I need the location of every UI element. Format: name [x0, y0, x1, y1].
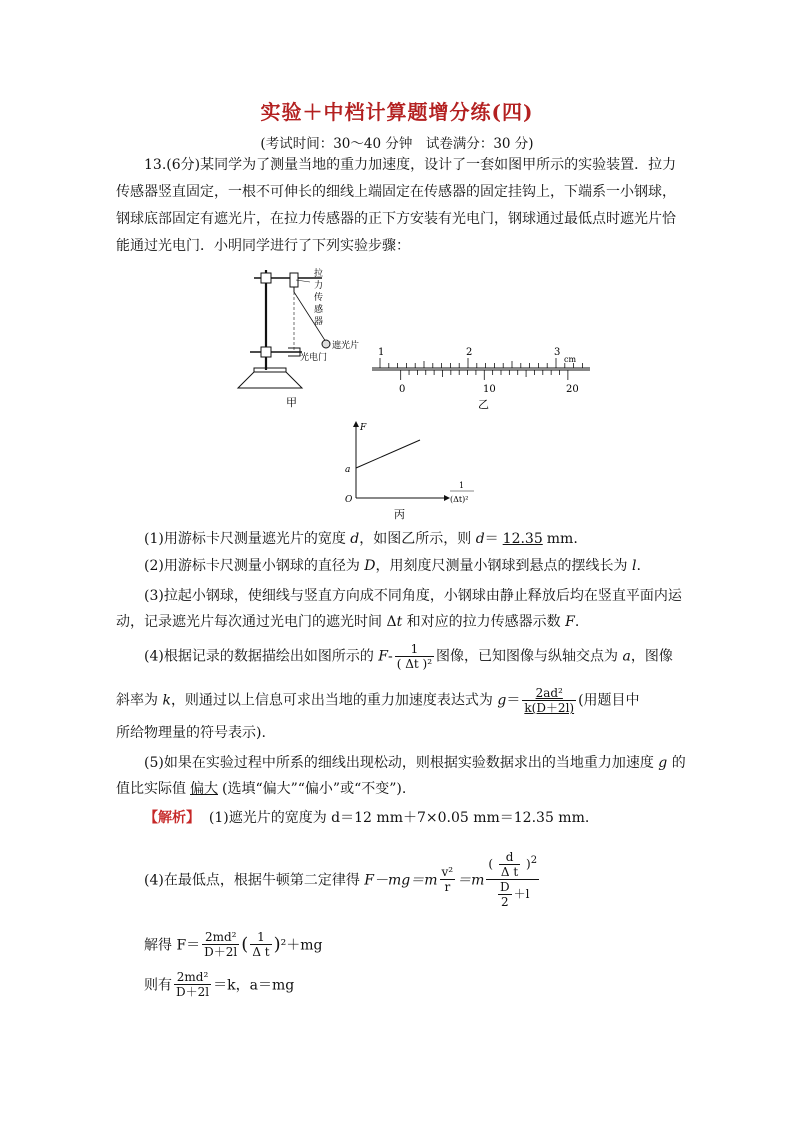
fig-label-char: 力: [314, 281, 324, 291]
stand-base-top: [254, 368, 286, 372]
step-4-line-2: 斜率为 k，则通过以上信息可求出当地的重力加速度表达式为 g＝ $\frac{\text{2ad²}}{k(D+2l)}$ (用题目中: [116, 686, 640, 715]
figure-caption-jia: 甲: [286, 396, 297, 408]
solution-solve: 解得 F＝ $\frac{\text{2md²}}{D+2l}$ ( $\frac{1}{\text{Δ t}}$ )²＋mg: [144, 930, 323, 959]
inverse-dt-squared: $\frac{1}{\text{( Δt )²}}$: [396, 642, 433, 671]
figure-apparatus: [230, 262, 370, 408]
stem-line-3: 钢球底部固定有遮光片，在拉力传感器的正下方安装有光电门，钢球通过最低点时遮光片恰: [116, 211, 676, 227]
main-tick-label: 3: [554, 347, 561, 358]
stand-base: [238, 372, 302, 388]
solution-part-4: (4)在最低点，根据牛顿第二定律得 F－mg＝m $\frac{\text{v²}}{r}$ ＝m ( $\frac{d}{\text{Δ t}}$ )$^2$ $\frac{D}{2}$ ＋l: [144, 850, 538, 909]
step-3-line-1: (3)拉起小钢球，使细线与竖直方向成不同角度，小钢球由静止释放后均在竖直平面内运: [144, 588, 682, 604]
vernier-tick-label: 10: [483, 384, 496, 395]
step-4-line-3: 所给物理量的符号表示).: [116, 725, 266, 741]
graph-line: [356, 440, 420, 468]
figure-caption-bing: 丙: [394, 508, 405, 521]
page-title: 实验＋中档计算题增分练(四): [260, 100, 534, 124]
fig-label-char: 传: [314, 293, 324, 303]
solution-tag: 【解析】: [144, 810, 200, 826]
main-tick-label: 2: [466, 347, 473, 358]
shade-label: 遮光片: [332, 341, 360, 351]
step-2: (2)用游标卡尺测量小钢球的直径为 D，用刻度尺测量小钢球到悬点的摆线长为 l.: [144, 558, 641, 574]
stem-line-1: 13.(6分)某同学为了测量当地的重力加速度，设计了一套如图甲所示的实验装置．拉力: [144, 157, 677, 173]
solution-part-1: 【解析】 (1)遮光片的宽度为 d＝12 mm＋7×0.05 mm＝12.35 mm.: [144, 810, 590, 826]
fig-label-char: 器: [314, 317, 324, 327]
stem-line-4: 能通过光电门．小明同学进行了下列实验步骤：: [116, 238, 410, 254]
lower-clamp: [261, 347, 271, 357]
coefficient-fraction: $\frac{\text{2md²}}{D+2l}$: [204, 930, 238, 959]
step-1: (1)用游标卡尺测量遮光片的宽度 d，如图乙所示，则 d＝ 12.35 mm.: [144, 531, 578, 547]
figure-caption-yi: 乙: [478, 398, 489, 410]
vernier-tick-label: 20: [566, 384, 579, 395]
step-4-line-1: (4)根据记录的数据描绘出如图所示的 F- $\frac{1}{\text{( Δt )²}}$ 图像，已知图像与纵轴交点为 a，图像: [144, 642, 673, 671]
step-5-line-1: (5)如果在实验过程中所系的细线出现松动，则根据实验数据求出的当地重力加速度 g 的: [144, 755, 686, 771]
inverse-dt: $\frac{1}{\text{Δ t}}$: [252, 930, 270, 959]
x-label-denominator: (Δt)²: [450, 495, 469, 504]
answer-bias: 偏大: [190, 781, 218, 797]
steel-ball: [322, 340, 330, 348]
origin-label: O: [345, 495, 353, 505]
exam-info: (考试时间：30～40 分钟 试卷满分：30 分): [260, 136, 534, 152]
answer-g-formula: $\frac{\text{2ad²}}{k(D+2l)}$: [524, 686, 575, 715]
main-tick-label: 1: [378, 347, 385, 358]
question-stem: [116, 152, 678, 260]
fig-label-char: 感: [314, 305, 324, 315]
step-5-line-2: 值比实际值 偏大 (选填“偏大”“偏小”或“不变”).: [116, 781, 407, 797]
stem-line-2: 传感器竖直固定，一根不可伸长的细线上端固定在传感器的固定挂钩上，下端系一小钢球，: [116, 184, 676, 200]
vernier-tick-label: 0: [399, 384, 406, 395]
velocity-squared-over-radius: ( $\frac{d}{\text{Δ t}}$ )$^2$ $\frac{D}{2}$ ＋l: [488, 850, 538, 909]
upper-clamp: [261, 273, 271, 283]
intercept-label: a: [345, 465, 351, 475]
step-3-line-2: 动，记录遮光片每次通过光电门的遮光时间 Δt 和对应的拉力传感器示数 F.: [116, 614, 580, 630]
figure-vernier: [366, 340, 596, 410]
slope-fraction: $\frac{\text{2md²}}{D+2l}$: [176, 970, 210, 999]
answer-width: 12.35: [502, 531, 543, 547]
fig-label-char: 拉: [314, 269, 324, 279]
main-unit: cm: [564, 355, 577, 364]
figure-graph: [334, 418, 484, 524]
v2-over-r: $\frac{\text{v²}}{r}$: [441, 865, 454, 894]
y-axis-arrow: [353, 421, 359, 427]
solution-conclusion: 则有 $\frac{\text{2md²}}{D+2l}$ ＝k，a＝mg: [144, 970, 295, 999]
photogate-label: 光电门: [300, 353, 328, 363]
question-number: 13.: [144, 157, 167, 173]
question-score: (6分): [166, 157, 201, 173]
y-axis-label: F: [360, 423, 367, 433]
vernier-scale: [380, 358, 582, 380]
x-label-numerator: 1: [459, 481, 465, 490]
